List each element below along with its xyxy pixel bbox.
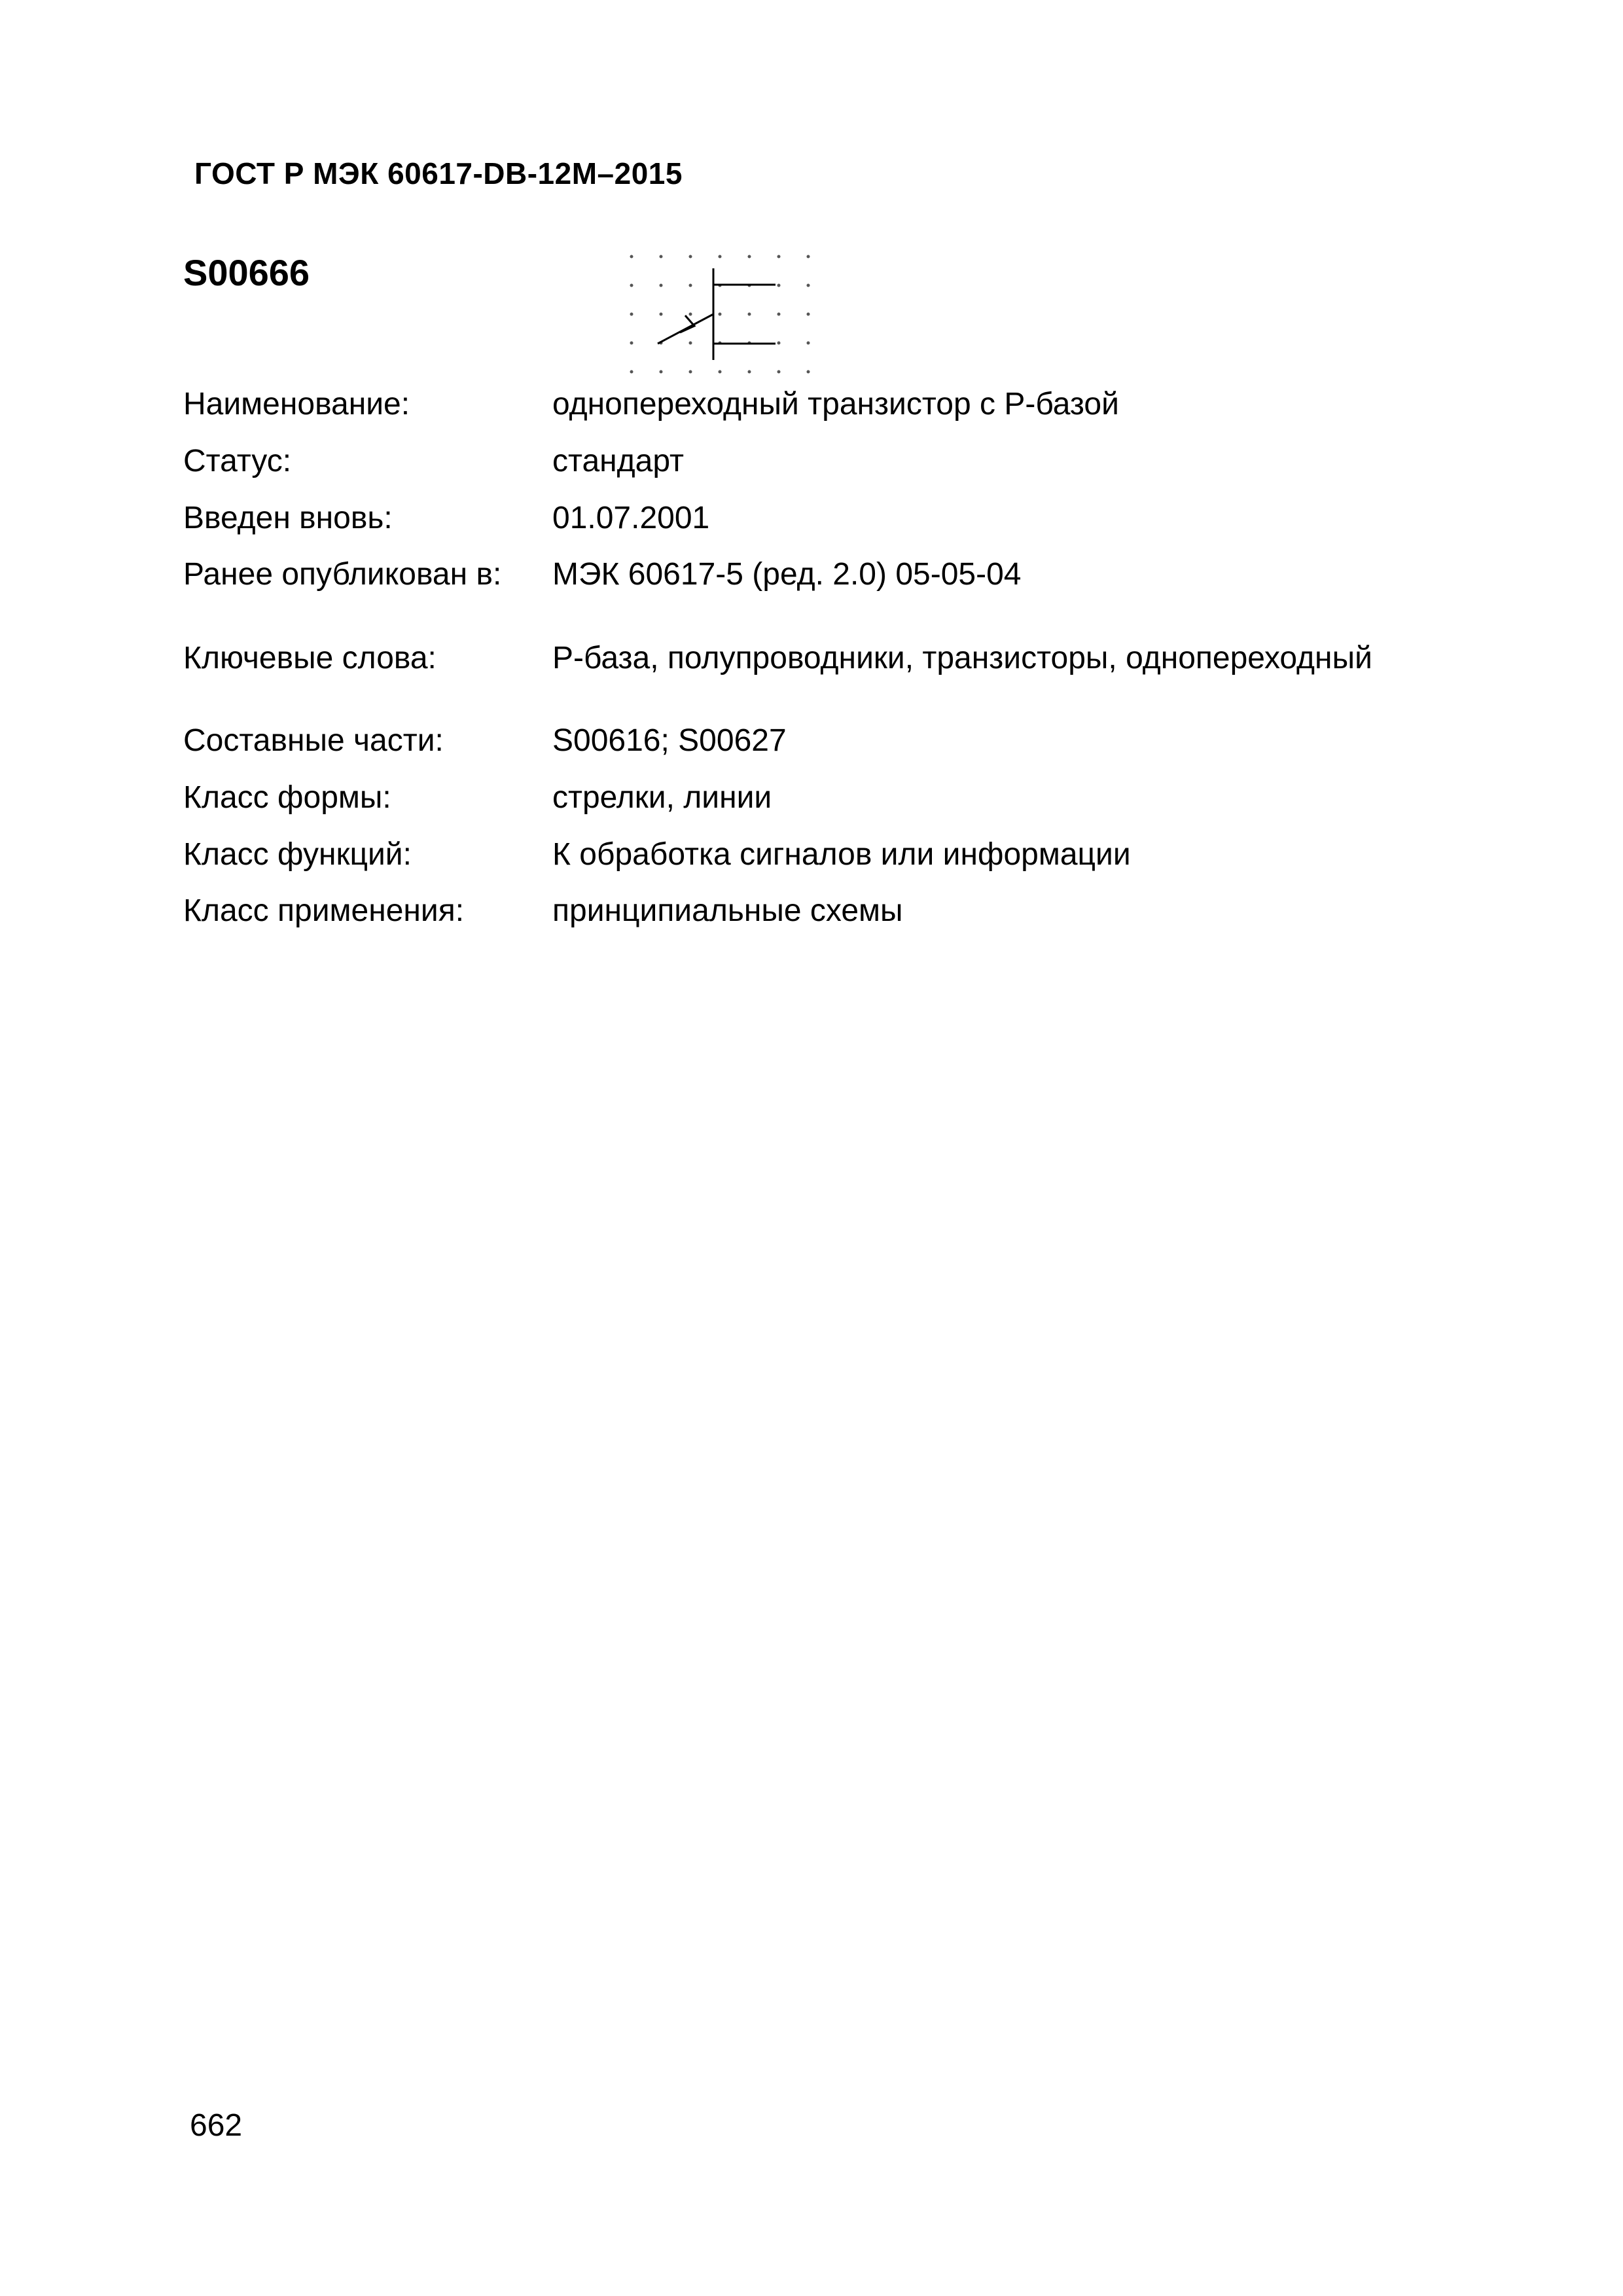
attribute-value: МЭК 60617-5 (ред. 2.0) 05-05-04 xyxy=(552,557,1022,592)
grid-dot xyxy=(777,284,781,287)
grid-dot xyxy=(719,255,722,259)
attribute-row xyxy=(183,778,772,817)
attribute-row xyxy=(183,891,903,931)
grid-dot xyxy=(748,313,751,316)
grid-dot xyxy=(630,313,633,316)
attribute-value: 01.07.2001 xyxy=(552,501,710,535)
grid-dot xyxy=(777,313,781,316)
attribute-label: Ранее опубликован в: xyxy=(183,557,502,592)
grid-dot xyxy=(807,284,810,287)
attribute-label: Класс применения: xyxy=(183,893,465,928)
grid-dot xyxy=(748,255,751,259)
attribute-row xyxy=(183,442,684,481)
grid-dot xyxy=(689,255,692,259)
attribute-value: принципиальные схемы xyxy=(552,893,903,928)
attribute-row xyxy=(183,639,1372,678)
grid-dot xyxy=(748,370,751,374)
grid-dot xyxy=(689,313,692,316)
attribute-label: Статус: xyxy=(183,444,292,478)
grid-dot xyxy=(777,342,781,345)
unijunction-transistor-p-base-icon xyxy=(625,249,821,380)
attribute-label: Класс формы: xyxy=(183,780,391,815)
grid-dot xyxy=(807,342,810,345)
grid-dot xyxy=(630,342,633,345)
attribute-value: однопереходный транзистор с Р-базой xyxy=(552,387,1119,422)
grid-dot xyxy=(689,342,692,345)
attribute-row xyxy=(183,385,1119,424)
attribute-value: стрелки, линии xyxy=(552,780,772,815)
grid-dot xyxy=(630,370,633,374)
grid-dot xyxy=(777,370,781,374)
grid-dot xyxy=(630,255,633,259)
attribute-label: Класс функций: xyxy=(183,837,412,872)
grid-dot xyxy=(807,313,810,316)
attribute-row xyxy=(183,555,1021,594)
attribute-label: Наименование: xyxy=(183,387,410,422)
grid-dot xyxy=(660,313,663,316)
grid-dot xyxy=(719,370,722,374)
symbol-code: S00666 xyxy=(183,252,310,293)
attribute-row xyxy=(183,499,709,538)
grid-dot xyxy=(719,313,722,316)
grid-dot xyxy=(660,255,663,259)
attribute-label: Составные части: xyxy=(183,723,444,758)
page-number: 662 xyxy=(190,2108,243,2143)
attribute-label: Введен вновь: xyxy=(183,501,393,535)
attribute-value: Р-база, полупроводники, транзисторы, однопереходный xyxy=(552,641,1372,675)
attribute-value: стандарт xyxy=(552,444,684,478)
grid-dot xyxy=(689,370,692,374)
attribute-row xyxy=(183,835,1131,874)
document-header: ГОСТ Р МЭК 60617-DB-12M–2015 xyxy=(194,156,683,190)
grid-dot xyxy=(660,284,663,287)
attribute-label: Ключевые слова: xyxy=(183,641,437,675)
attribute-value: К обработка сигналов или информации xyxy=(552,837,1131,872)
grid-dot xyxy=(689,284,692,287)
grid-dot xyxy=(630,284,633,287)
grid-dot xyxy=(807,255,810,259)
grid-dot xyxy=(807,370,810,374)
grid-dot xyxy=(660,370,663,374)
attribute-value: S00616; S00627 xyxy=(552,723,787,758)
grid-dot xyxy=(777,255,781,259)
attribute-row xyxy=(183,721,787,761)
grid-dots xyxy=(630,255,810,374)
